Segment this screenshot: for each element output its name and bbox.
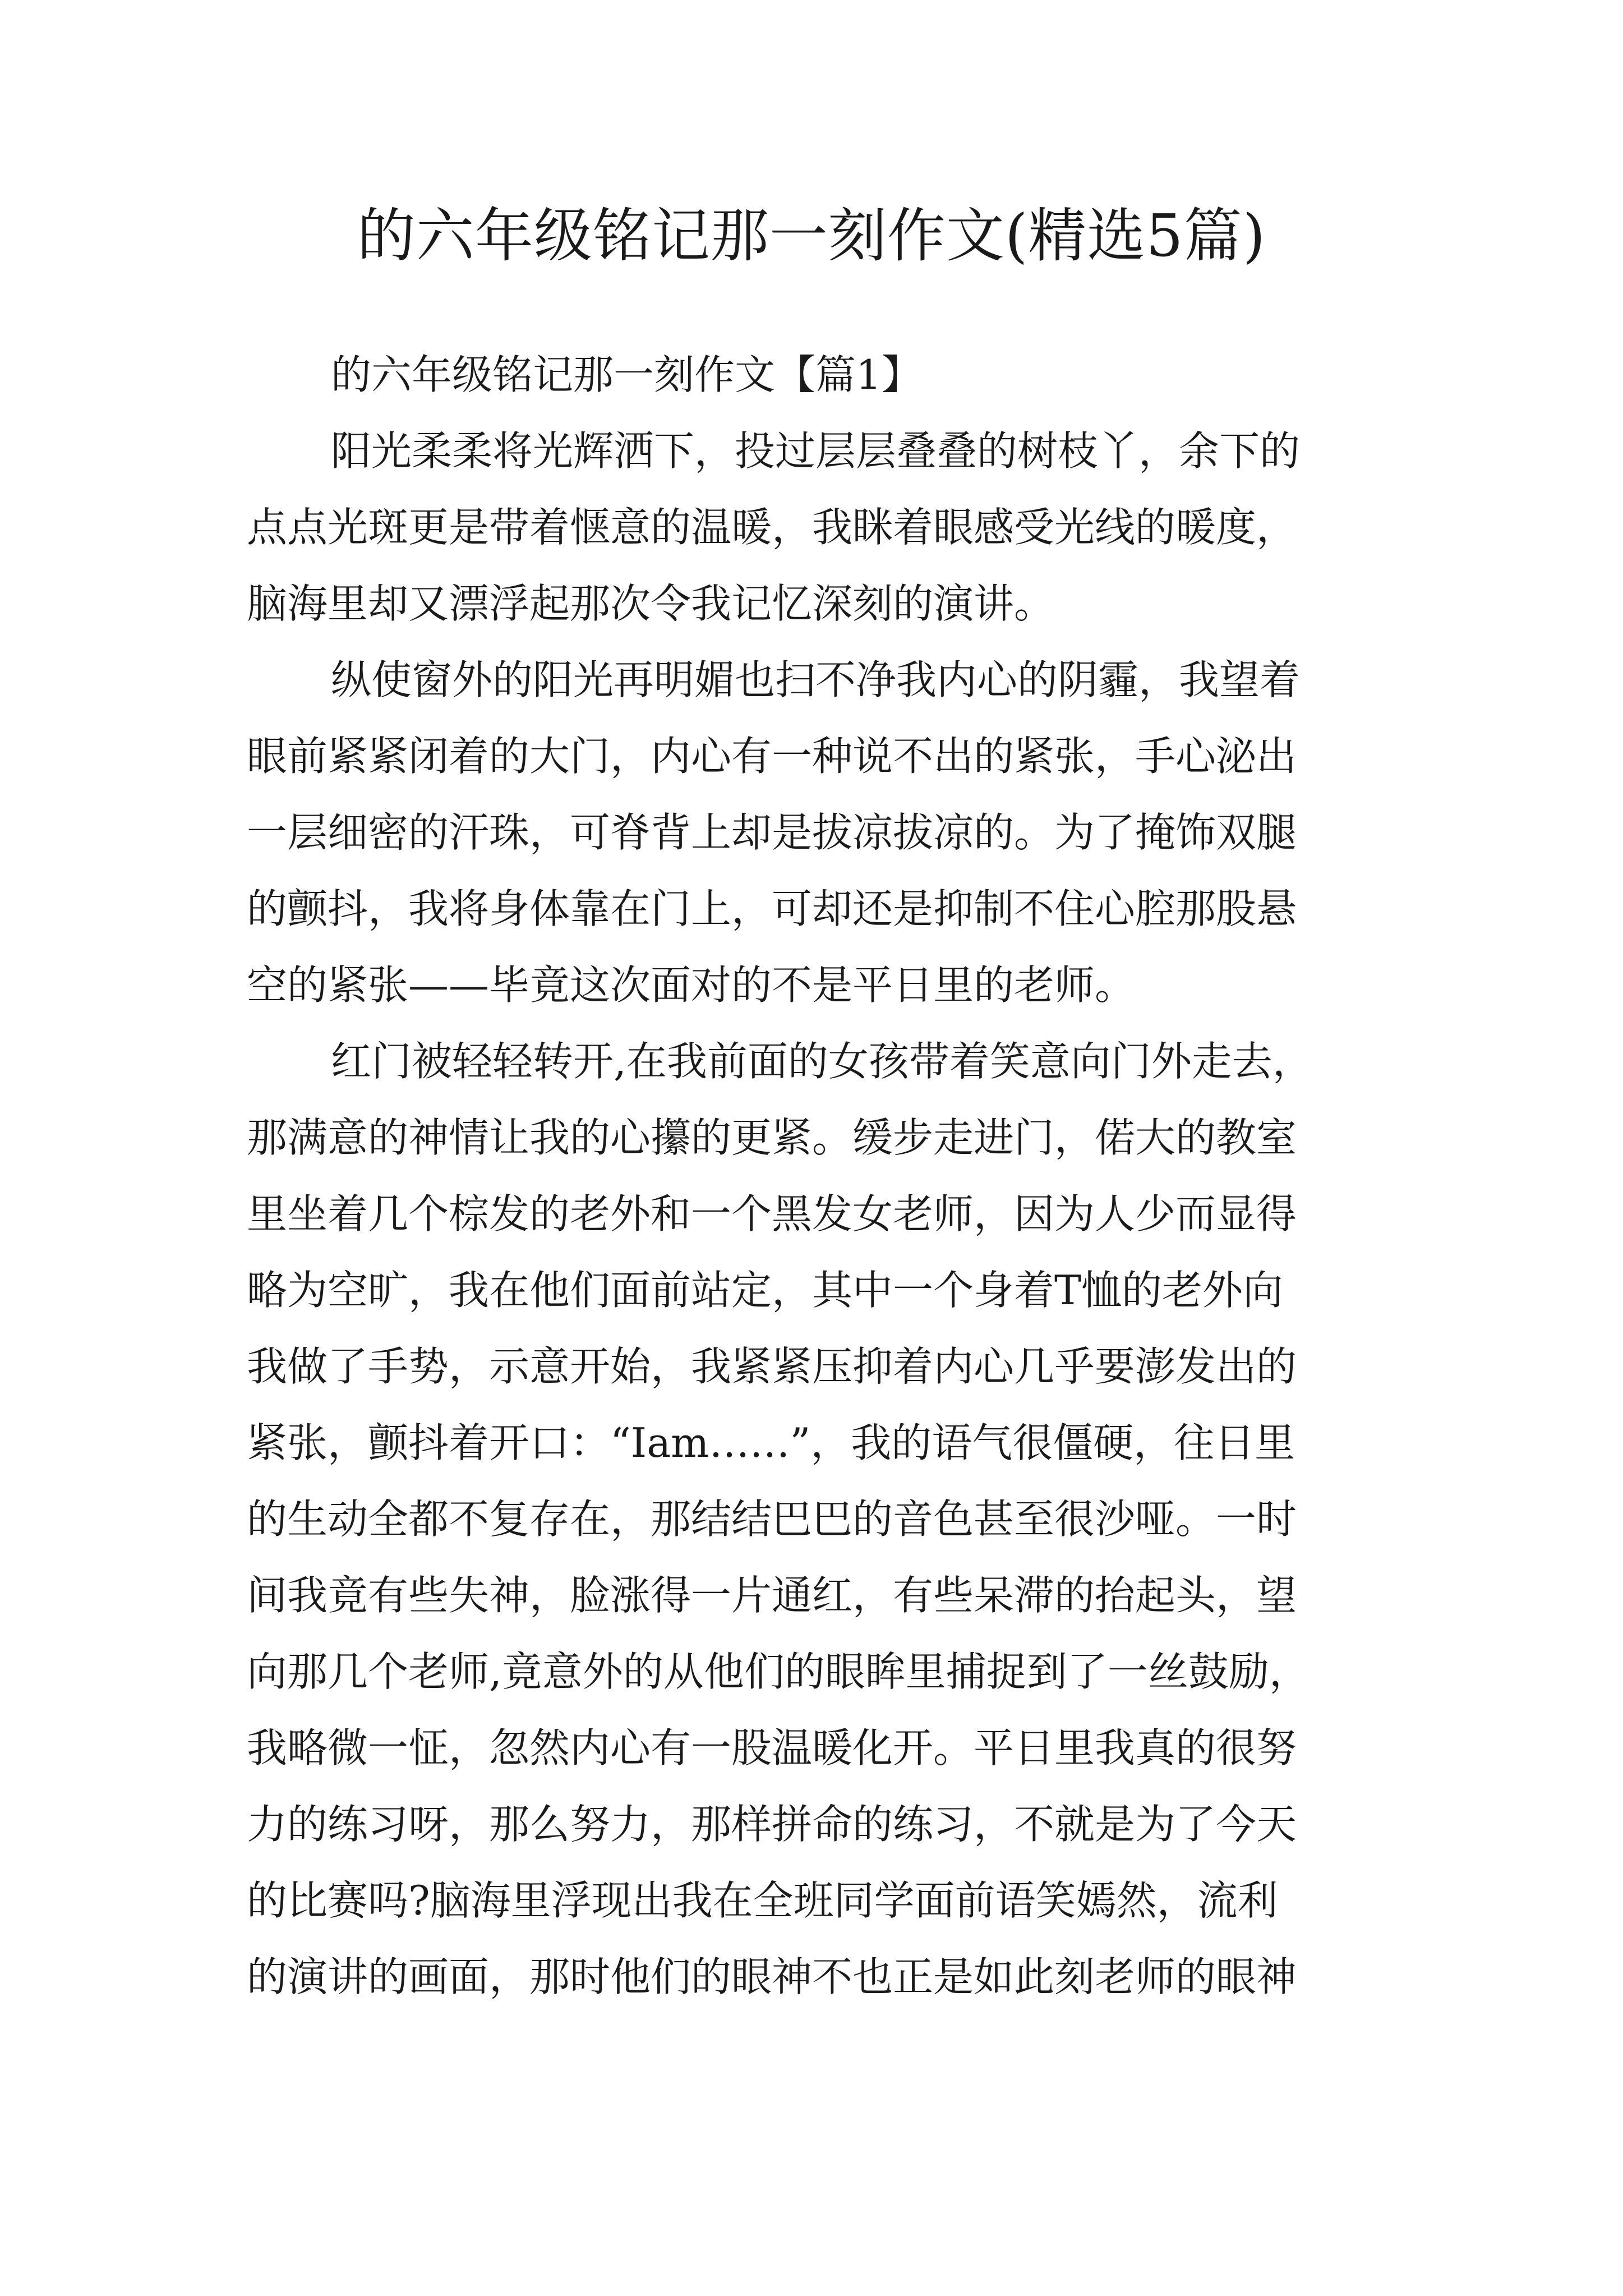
paragraph-line: 向那几个老师,竟意外的从他们的眼眸里捕捉到了一丝鼓励， bbox=[247, 1648, 1310, 1695]
paragraph-line: 眼前紧紧闭着的大门，内心有一种说不出的紧张，手心泌出 bbox=[247, 733, 1297, 780]
paragraph-line: 那满意的神情让我的心攥的更紧。缓步走进门，偌大的教室 bbox=[247, 1114, 1297, 1161]
section-heading: 的六年级铭记那一刻作文【篇1】 bbox=[331, 351, 922, 398]
paragraph-line: 我做了手势，示意开始，我紧紧压抑着内心几乎要澎发出的 bbox=[247, 1343, 1297, 1390]
paragraph-line: 纵使窗外的阳光再明媚也扫不净我内心的阴霾，我望着 bbox=[331, 656, 1301, 703]
paragraph-line: 的演讲的画面，那时他们的眼神不也正是如此刻老师的眼神 bbox=[247, 1953, 1297, 2000]
paragraph-line: 紧张，颤抖着开口：“Iam……”，我的语气很僵硬，往日里 bbox=[247, 1419, 1295, 1466]
paragraph-line: 一层细密的汗珠，可脊背上却是拔凉拔凉的。为了掩饰双腿 bbox=[247, 809, 1297, 856]
paragraph-line: 我略微一怔，忽然内心有一股温暖化开。平日里我真的很努 bbox=[247, 1724, 1297, 1772]
paragraph-line: 空的紧张——毕竟这次面对的不是平日里的老师。 bbox=[247, 961, 1136, 1009]
paragraph-line: 脑海里却又漂浮起那次令我记忆深刻的演讲。 bbox=[247, 580, 1055, 627]
document-title: 的六年级铭记那一刻作文(精选5篇) bbox=[357, 201, 1266, 270]
paragraph-line: 的生动全都不复存在，那结结巴巴的音色甚至很沙哑。一时 bbox=[247, 1496, 1297, 1543]
paragraph-line: 阳光柔柔将光辉洒下，投过层层叠叠的树枝丫，余下的 bbox=[331, 427, 1301, 475]
paragraph-line: 略为空旷，我在他们面前站定，其中一个身着T恤的老外向 bbox=[247, 1267, 1284, 1314]
paragraph-line: 间我竟有些失神，脸涨得一片通红，有些呆滞的抬起头，望 bbox=[247, 1572, 1297, 1619]
paragraph-line: 里坐着几个棕发的老外和一个黑发女老师，因为人少而显得 bbox=[247, 1190, 1297, 1237]
paragraph-line: 的颤抖，我将身体靠在门上，可却还是抑制不住心腔那股悬 bbox=[247, 885, 1297, 932]
paragraph-line: 力的练习呀，那么努力，那样拼命的练习，不就是为了今天 bbox=[247, 1801, 1297, 1848]
paragraph-line: 的比赛吗?脑海里浮现出我在全班同学面前语笑嫣然，流利 bbox=[247, 1877, 1278, 1924]
paragraph-line: 红门被轻轻转开,在我前面的女孩带着笑意向门外走去， bbox=[331, 1038, 1313, 1085]
paragraph-line: 点点光斑更是带着惬意的温暖，我眯着眼感受光线的暖度， bbox=[247, 504, 1297, 551]
